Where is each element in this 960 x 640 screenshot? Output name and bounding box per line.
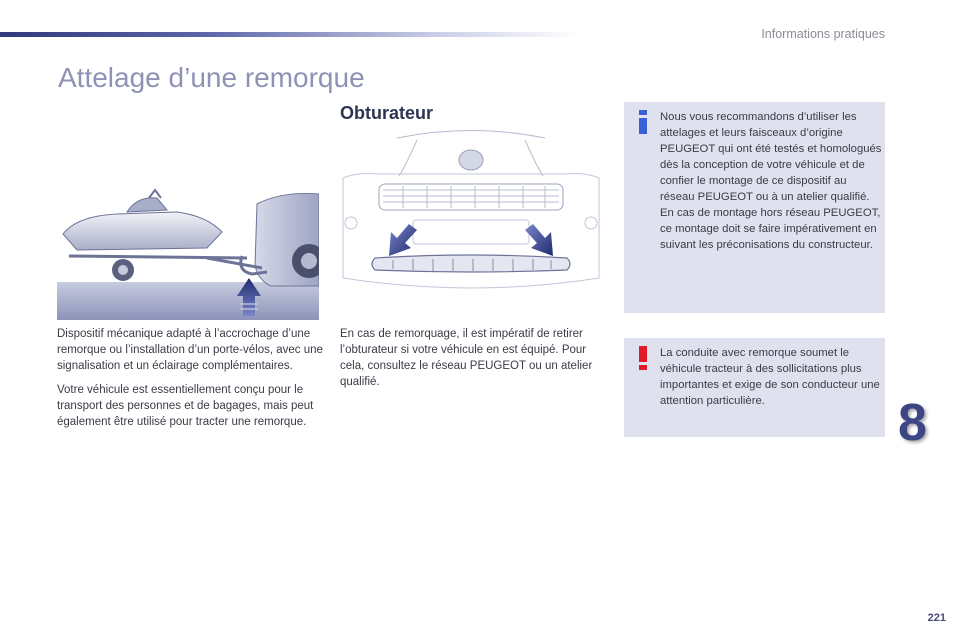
front-grille-illustration: [337, 128, 605, 298]
warning-box: [624, 338, 885, 437]
obturateur-text: En cas de remorquage, il est impératif de retirer l’obturateur si votre véhicule en est équipé. Pour cela, consultez le réseau PEUGEOT ou un atelier qualifié.: [340, 328, 593, 388]
section-header: Informations pratiques: [761, 27, 885, 41]
page-title: Attelage d’une remorque: [58, 62, 365, 93]
info-text: Nous vous recommandons d’utiliser les attelages et leurs faisceaux d’origine PEUGEOT qui ont été testés et homologués dès la conception de votre véhicule et de confier le montage de ce dispositif au réseau PEUGEOT ou à un atelier qualifié. En cas de montage hors réseau PEUGEOT, ce montage doit se faire impérativement en suivant les préconisations du constructeur.: [660, 111, 882, 251]
warning-icon: [633, 344, 653, 372]
page-number: 221: [927, 612, 946, 624]
chapter-number: 8: [898, 394, 927, 452]
warning-text: La conduite avec remorque soumet le véhicule tracteur à des sollicitations plus importantes et exige de son conducteur une attention particulière.: [660, 347, 880, 407]
paragraph: Dispositif mécanique adapté à l’accrochage d’une remorque ou l’installation d’un porte-vélos, avec une signalisation et un éclairage complémentaires.: [57, 328, 323, 372]
header-gradient-bar: [0, 32, 580, 37]
info-box: [624, 102, 885, 313]
tow-hitch-illustration: [57, 186, 319, 320]
left-column: [57, 326, 323, 438]
paragraph: Votre véhicule est essentiellement conçu pour le transport des personnes et de bagages, mais peut également être utilisé pour tracter une remorque.: [57, 384, 314, 428]
info-icon: [633, 108, 653, 136]
obturateur-heading: Obturateur: [340, 103, 434, 123]
